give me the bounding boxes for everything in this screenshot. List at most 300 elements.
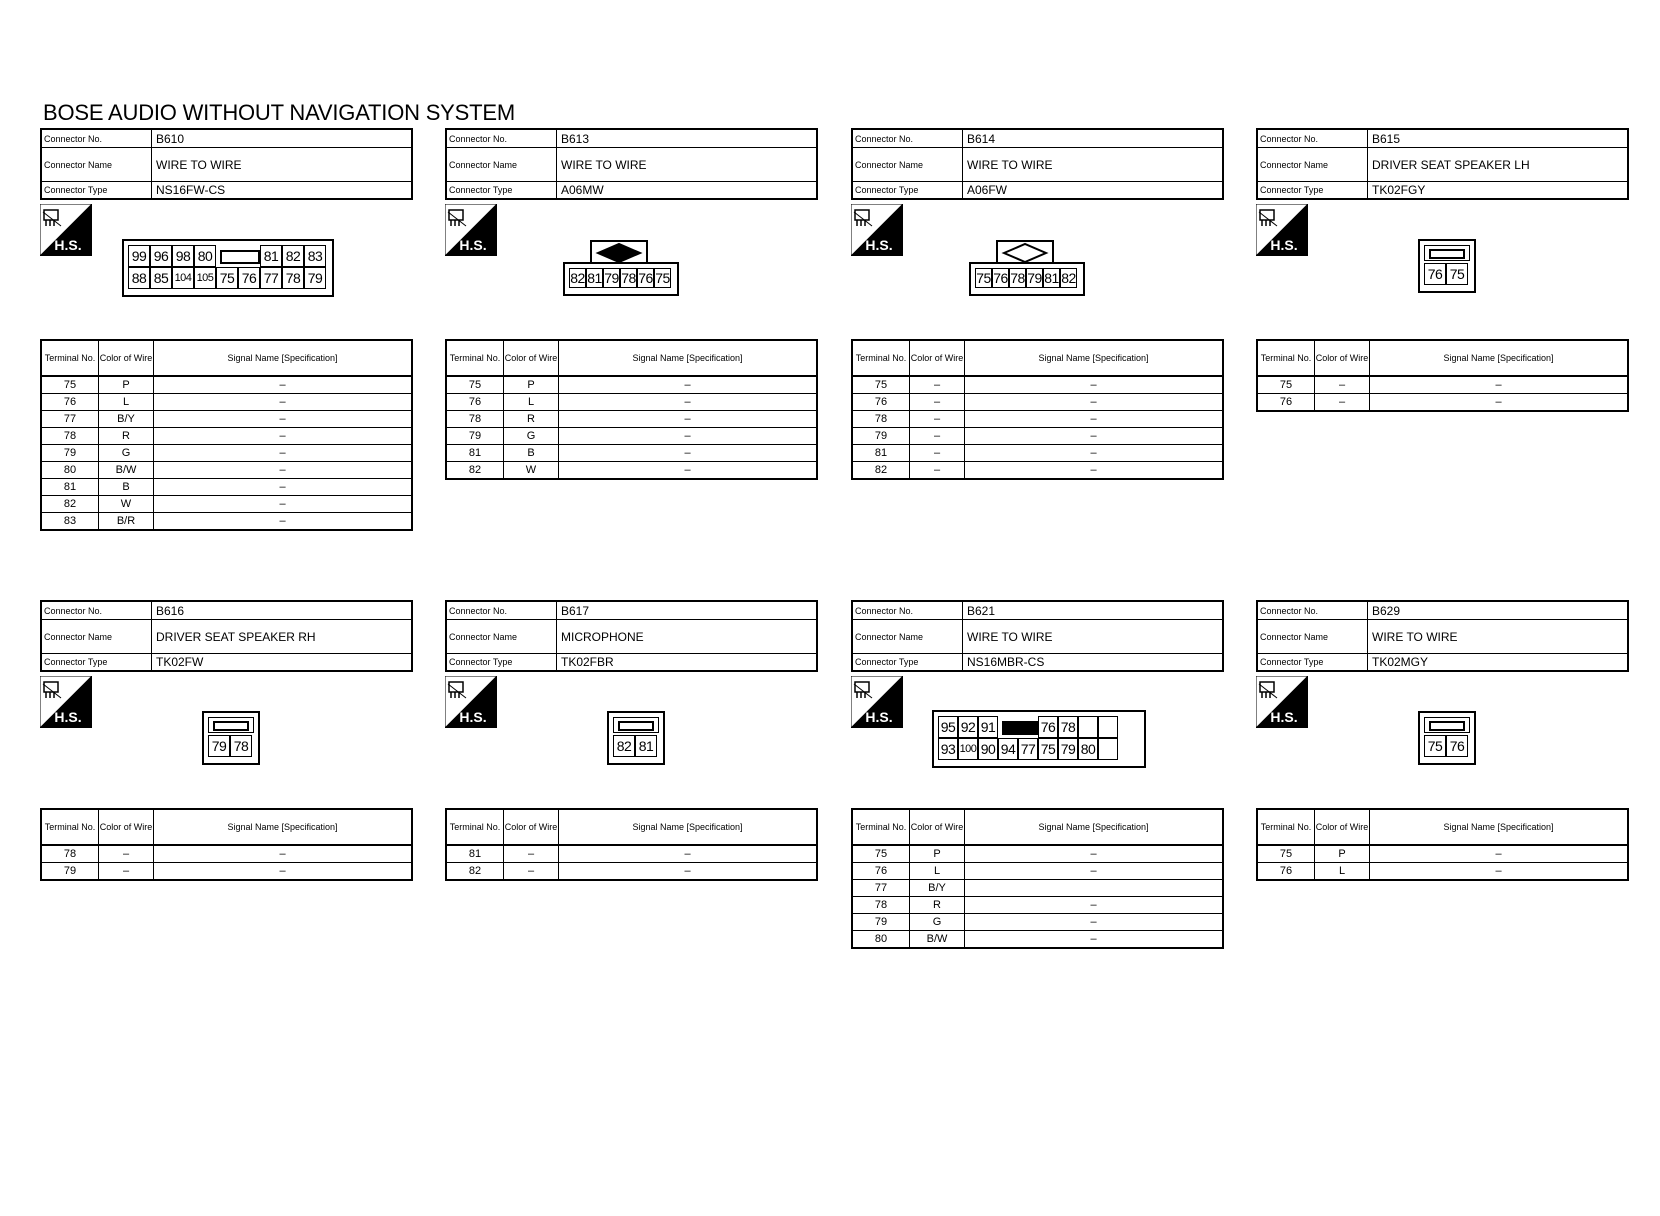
wire-color-cell: – — [99, 863, 154, 881]
terminal-no-header: Terminal No. — [446, 809, 504, 845]
table-row — [852, 445, 1223, 462]
pin-cell: 76 — [993, 270, 1008, 286]
connector-block-b617 — [445, 600, 818, 960]
terminal-no-header: Terminal No. — [852, 340, 910, 376]
signal-name-header: Signal Name [Specification] — [1370, 340, 1629, 376]
wire-color-cell: R — [504, 411, 559, 428]
color-of-wire-header: Color of Wire — [99, 340, 154, 376]
signal-name-cell: – — [1370, 394, 1629, 412]
connector-name-value: MICROPHONE — [561, 629, 644, 644]
connector-name-value: WIRE TO WIRE — [1372, 629, 1458, 644]
connector-face — [932, 710, 1146, 768]
wire-color-cell: B/R — [99, 513, 154, 531]
signal-name-cell: – — [1370, 863, 1629, 881]
connector-type-value: TK02FBR — [561, 655, 614, 669]
signal-name-cell: – — [154, 479, 413, 496]
terminal-table — [40, 339, 413, 531]
table-row — [852, 394, 1223, 411]
terminal-no-cell: 75 — [852, 376, 910, 394]
pin-cell: 75 — [976, 270, 991, 286]
wire-color-cell: P — [504, 376, 559, 394]
connector-no-label: Connector No. — [42, 130, 152, 147]
table-row — [446, 394, 817, 411]
pin-cell: 75 — [1038, 738, 1058, 760]
table-row — [852, 863, 1223, 880]
pin-cell: 78 — [1058, 716, 1078, 738]
table-row — [41, 428, 412, 445]
pin-cell: 99 — [128, 245, 150, 267]
pin-cell: 82 — [613, 735, 635, 757]
terminal-no-cell: 81 — [446, 845, 504, 863]
table-row — [446, 445, 817, 462]
signal-name-cell: – — [1370, 376, 1629, 394]
wire-color-cell: – — [504, 863, 559, 881]
table-row — [1257, 376, 1628, 394]
connector-no-label: Connector No. — [1258, 602, 1368, 619]
signal-name-cell: – — [559, 845, 818, 863]
connector-type-value: TK02FGY — [1372, 183, 1426, 197]
table-row — [446, 462, 817, 480]
terminal-no-cell: 82 — [446, 863, 504, 881]
table-row — [41, 411, 412, 428]
wire-color-cell: B/Y — [910, 880, 965, 897]
pin-cell: 81 — [1044, 270, 1059, 286]
table-header-row — [1257, 809, 1628, 845]
terminal-no-cell: 78 — [446, 411, 504, 428]
pin-cell: 76 — [638, 270, 653, 286]
signal-name-cell: – — [559, 428, 818, 445]
table-row — [852, 411, 1223, 428]
pin-cell: 76 — [238, 267, 260, 289]
table-row — [1257, 845, 1628, 863]
hs-label: H.S. — [54, 709, 82, 725]
terminal-no-header: Terminal No. — [1257, 340, 1315, 376]
table-header-row — [446, 340, 817, 376]
wire-color-cell: B/W — [910, 931, 965, 949]
connector-face — [122, 239, 334, 297]
terminal-table — [1256, 339, 1629, 412]
pin-cell: 75 — [216, 267, 238, 289]
connector-name-value: DRIVER SEAT SPEAKER LH — [1372, 157, 1530, 172]
connector-no-value: B615 — [1372, 131, 1401, 146]
terminal-no-cell: 78 — [852, 897, 910, 914]
signal-name-cell: – — [965, 428, 1224, 445]
pin-cell: 91 — [978, 716, 998, 738]
harness-side-icon — [40, 204, 92, 256]
divider — [613, 717, 659, 733]
connector-block-b621 — [851, 600, 1224, 960]
pin-cell: 78 — [1010, 270, 1025, 286]
connector-name-label: Connector Name — [853, 620, 963, 653]
terminal-no-header: Terminal No. — [1257, 809, 1315, 845]
table-row — [41, 445, 412, 462]
terminal-no-header: Terminal No. — [446, 340, 504, 376]
connector-header — [1256, 600, 1629, 672]
pin-cell: 90 — [978, 738, 998, 760]
wire-color-cell: – — [910, 462, 965, 480]
signal-name-cell: – — [965, 394, 1224, 411]
color-of-wire-header: Color of Wire — [1315, 340, 1370, 376]
signal-name-cell: – — [154, 863, 413, 881]
terminal-table — [40, 808, 413, 881]
pin-cell: 88 — [128, 267, 150, 289]
wire-color-cell: B — [504, 445, 559, 462]
pin-cell: 95 — [938, 716, 958, 738]
wire-color-cell: R — [910, 897, 965, 914]
table-row — [41, 394, 412, 411]
connector-type-label: Connector Type — [853, 654, 963, 670]
connector-name-label: Connector Name — [853, 148, 963, 181]
connector-block-b629 — [1256, 600, 1629, 960]
table-row — [852, 376, 1223, 394]
signal-name-cell: – — [965, 445, 1224, 462]
terminal-no-cell: 79 — [446, 428, 504, 445]
terminal-no-cell: 78 — [41, 428, 99, 445]
wire-color-cell: L — [910, 863, 965, 880]
pin-cell: 100 — [958, 738, 978, 760]
pin-cell: 77 — [260, 267, 282, 289]
wire-color-cell: B — [99, 479, 154, 496]
color-of-wire-header: Color of Wire — [910, 340, 965, 376]
pin-cell: 80 — [194, 245, 216, 267]
connector-name-value: WIRE TO WIRE — [967, 157, 1053, 172]
divider — [1424, 717, 1470, 733]
terminal-no-cell: 75 — [852, 845, 910, 863]
signal-name-cell: – — [559, 376, 818, 394]
signal-name-header: Signal Name [Specification] — [154, 340, 413, 376]
connector-name-label: Connector Name — [42, 620, 152, 653]
connector-name-label: Connector Name — [42, 148, 152, 181]
pin-cell: 93 — [938, 738, 958, 760]
pin-cell: 80 — [1078, 738, 1098, 760]
signal-name-cell: – — [154, 376, 413, 394]
connector-name-label: Connector Name — [1258, 148, 1368, 181]
connector-body — [969, 262, 1085, 296]
wire-color-cell: – — [910, 428, 965, 445]
connector-no-value: B613 — [561, 131, 590, 146]
signal-name-cell: – — [559, 863, 818, 881]
pin-cell: 78 — [230, 735, 252, 757]
signal-name-cell: – — [965, 931, 1224, 949]
wire-color-cell: B/Y — [99, 411, 154, 428]
connector-name-label: Connector Name — [447, 148, 557, 181]
signal-name-cell: – — [965, 411, 1224, 428]
connector-block-b613 — [445, 128, 818, 488]
connector-name-value: WIRE TO WIRE — [156, 157, 242, 172]
wire-color-cell: L — [1315, 863, 1370, 881]
table-row — [446, 411, 817, 428]
wire-color-cell: G — [910, 914, 965, 931]
hs-label: H.S. — [865, 237, 893, 253]
signal-name-cell: – — [154, 411, 413, 428]
signal-name-cell: – — [1370, 845, 1629, 863]
pin-cell: 96 — [150, 245, 172, 267]
connector-header — [40, 128, 413, 200]
table-row — [1257, 863, 1628, 881]
terminal-no-cell: 80 — [852, 931, 910, 949]
table-row — [1257, 394, 1628, 412]
wire-color-cell: – — [910, 394, 965, 411]
signal-name-header: Signal Name [Specification] — [154, 809, 413, 845]
connector-block-b610 — [40, 128, 413, 527]
wire-color-cell: W — [504, 462, 559, 480]
signal-name-cell: – — [559, 394, 818, 411]
connector-no-label: Connector No. — [447, 602, 557, 619]
pin-cell: 82 — [1061, 270, 1076, 286]
terminal-table — [851, 808, 1224, 949]
connector-face — [607, 711, 665, 765]
signal-name-cell: – — [154, 445, 413, 462]
pin-cell: 79 — [1027, 270, 1042, 286]
pin-cell: 79 — [304, 267, 326, 289]
pin-cell — [1098, 716, 1118, 738]
table-row — [852, 428, 1223, 445]
color-of-wire-header: Color of Wire — [1315, 809, 1370, 845]
wire-color-cell: G — [504, 428, 559, 445]
terminal-no-cell: 81 — [41, 479, 99, 496]
harness-side-icon — [445, 676, 497, 728]
connector-header — [1256, 128, 1629, 200]
wire-color-cell: – — [910, 411, 965, 428]
table-header-row — [852, 809, 1223, 845]
table-row — [852, 914, 1223, 931]
hs-label: H.S. — [459, 709, 487, 725]
color-of-wire-header: Color of Wire — [910, 809, 965, 845]
pin-cell: 75 — [1446, 263, 1468, 285]
table-row — [41, 513, 412, 531]
connector-type-value: TK02FW — [156, 655, 204, 669]
hs-label: H.S. — [865, 709, 893, 725]
pin-cell: 81 — [260, 245, 282, 267]
signal-name-header: Signal Name [Specification] — [1370, 809, 1629, 845]
pin-cell: 75 — [1424, 735, 1446, 757]
terminal-no-header: Terminal No. — [41, 340, 99, 376]
table-row — [41, 479, 412, 496]
pin-cell: 82 — [570, 270, 585, 286]
table-row — [446, 376, 817, 394]
connector-type-label: Connector Type — [42, 182, 152, 198]
connector-body — [563, 262, 679, 296]
pin-cell: 79 — [1058, 738, 1078, 760]
terminal-no-cell: 83 — [41, 513, 99, 531]
pin-cell: 77 — [1018, 738, 1038, 760]
table-row — [41, 376, 412, 394]
signal-name-header: Signal Name [Specification] — [965, 340, 1224, 376]
signal-name-cell: – — [559, 445, 818, 462]
harness-side-icon — [40, 676, 92, 728]
connector-type-value: A06MW — [561, 183, 604, 197]
color-of-wire-header: Color of Wire — [99, 809, 154, 845]
connector-block-b616 — [40, 600, 413, 960]
signal-name-cell: – — [154, 428, 413, 445]
hs-label: H.S. — [459, 237, 487, 253]
table-row — [852, 845, 1223, 863]
connector-face — [1418, 711, 1476, 765]
connector-no-label: Connector No. — [1258, 130, 1368, 147]
wire-color-cell: L — [99, 394, 154, 411]
terminal-no-cell: 79 — [41, 445, 99, 462]
connector-header — [851, 600, 1224, 672]
wire-color-cell: – — [1315, 376, 1370, 394]
page-title: BOSE AUDIO WITHOUT NAVIGATION SYSTEM — [43, 100, 515, 125]
pin-cell: 94 — [998, 738, 1018, 760]
pin-cell: 104 — [172, 267, 194, 289]
wire-color-cell: – — [504, 845, 559, 863]
connector-no-label: Connector No. — [42, 602, 152, 619]
terminal-no-cell: 77 — [41, 411, 99, 428]
pin-cell — [1078, 716, 1098, 738]
signal-name-header: Signal Name [Specification] — [559, 809, 818, 845]
connector-no-value: B614 — [967, 131, 996, 146]
terminal-no-cell: 77 — [852, 880, 910, 897]
connector-type-value: NS16FW-CS — [156, 183, 226, 197]
wire-color-cell: R — [99, 428, 154, 445]
pin-cell: 83 — [304, 245, 326, 267]
table-header-row — [446, 809, 817, 845]
connector-name-value: DRIVER SEAT SPEAKER RH — [156, 629, 316, 644]
table-row — [446, 845, 817, 863]
pin-cell: 78 — [282, 267, 304, 289]
pin-cell: 76 — [1424, 263, 1446, 285]
color-of-wire-header: Color of Wire — [504, 340, 559, 376]
table-row — [852, 897, 1223, 914]
pin-cell: 81 — [635, 735, 657, 757]
terminal-no-cell: 79 — [41, 863, 99, 881]
signal-name-cell — [965, 880, 1224, 897]
terminal-no-cell: 76 — [852, 863, 910, 880]
connector-no-value: B629 — [1372, 603, 1401, 618]
wire-color-cell: – — [99, 845, 154, 863]
table-row — [41, 462, 412, 479]
pin-cell: 105 — [194, 267, 216, 289]
connector-no-label: Connector No. — [447, 130, 557, 147]
terminal-table — [1256, 808, 1629, 881]
terminal-no-cell: 82 — [852, 462, 910, 480]
signal-name-cell: – — [965, 863, 1224, 880]
table-row — [852, 880, 1223, 897]
hs-label: H.S. — [1270, 237, 1298, 253]
connector-no-value: B610 — [156, 131, 185, 146]
connector-header — [851, 128, 1224, 200]
table-row — [446, 428, 817, 445]
wire-color-cell: P — [1315, 845, 1370, 863]
terminal-no-cell: 79 — [852, 914, 910, 931]
table-row — [852, 931, 1223, 949]
terminal-no-cell: 76 — [446, 394, 504, 411]
table-header-row — [852, 340, 1223, 376]
terminal-no-cell: 75 — [1257, 845, 1315, 863]
harness-side-icon — [445, 204, 497, 256]
connector-face — [1418, 239, 1476, 293]
hs-label: H.S. — [1270, 709, 1298, 725]
pin-cell: 75 — [655, 270, 670, 286]
divider — [1424, 245, 1470, 261]
terminal-no-cell: 76 — [41, 394, 99, 411]
terminal-no-cell: 78 — [852, 411, 910, 428]
connector-type-label: Connector Type — [1258, 182, 1368, 198]
connector-name-value: WIRE TO WIRE — [967, 629, 1053, 644]
wire-color-cell: W — [99, 496, 154, 513]
wire-color-cell: G — [99, 445, 154, 462]
signal-name-cell: – — [965, 845, 1224, 863]
lock-diamond-icon — [592, 242, 646, 264]
terminal-no-cell: 76 — [1257, 863, 1315, 881]
connector-name-label: Connector Name — [447, 620, 557, 653]
lock-diamond-icon — [998, 242, 1052, 264]
connector-no-label: Connector No. — [853, 602, 963, 619]
signal-name-cell: – — [154, 462, 413, 479]
connector-no-value: B617 — [561, 603, 590, 618]
connector-block-b615 — [1256, 128, 1629, 488]
terminal-no-cell: 75 — [41, 376, 99, 394]
connector-face — [202, 711, 260, 765]
connector-type-label: Connector Type — [853, 182, 963, 198]
terminal-no-cell: 79 — [852, 428, 910, 445]
terminal-no-cell: 76 — [852, 394, 910, 411]
pin-cell: 76 — [1038, 716, 1058, 738]
signal-name-cell: – — [559, 411, 818, 428]
wire-color-cell: L — [504, 394, 559, 411]
wire-color-cell: – — [1315, 394, 1370, 412]
connector-name-value: WIRE TO WIRE — [561, 157, 647, 172]
terminal-table — [445, 339, 818, 480]
connector-header — [445, 128, 818, 200]
signal-name-cell: – — [965, 376, 1224, 394]
connector-type-label: Connector Type — [1258, 654, 1368, 670]
pin-cell: 82 — [282, 245, 304, 267]
signal-name-cell: – — [154, 394, 413, 411]
table-row — [41, 496, 412, 513]
signal-name-cell: – — [154, 496, 413, 513]
divider — [208, 717, 254, 733]
terminal-no-cell: 78 — [41, 845, 99, 863]
terminal-no-cell: 75 — [446, 376, 504, 394]
terminal-no-cell: 80 — [41, 462, 99, 479]
connector-block-b614 — [851, 128, 1224, 488]
table-row — [446, 863, 817, 881]
harness-side-icon — [851, 676, 903, 728]
terminal-no-cell: 76 — [1257, 394, 1315, 412]
terminal-no-cell: 75 — [1257, 376, 1315, 394]
connector-type-value: TK02MGY — [1372, 655, 1429, 669]
connector-latch — [220, 250, 260, 264]
connector-header — [40, 600, 413, 672]
terminal-no-header: Terminal No. — [41, 809, 99, 845]
pin-cell: 79 — [208, 735, 230, 757]
pin-cell: 76 — [1446, 735, 1468, 757]
table-header-row — [41, 809, 412, 845]
terminal-no-header: Terminal No. — [852, 809, 910, 845]
terminal-no-cell: 82 — [446, 462, 504, 480]
connector-type-label: Connector Type — [447, 654, 557, 670]
signal-name-cell: – — [965, 914, 1224, 931]
connector-header — [445, 600, 818, 672]
pin-cell — [1098, 738, 1118, 760]
connector-no-label: Connector No. — [853, 130, 963, 147]
connector-type-value: A06FW — [967, 183, 1008, 197]
harness-side-icon — [1256, 204, 1308, 256]
color-of-wire-header: Color of Wire — [504, 809, 559, 845]
pin-cell: 81 — [587, 270, 602, 286]
connector-no-value: B621 — [967, 603, 996, 618]
wire-color-cell: – — [910, 445, 965, 462]
terminal-table — [851, 339, 1224, 480]
table-header-row — [1257, 340, 1628, 376]
signal-name-cell: – — [154, 845, 413, 863]
wire-color-cell: P — [99, 376, 154, 394]
table-row — [41, 863, 412, 881]
signal-name-header: Signal Name [Specification] — [559, 340, 818, 376]
